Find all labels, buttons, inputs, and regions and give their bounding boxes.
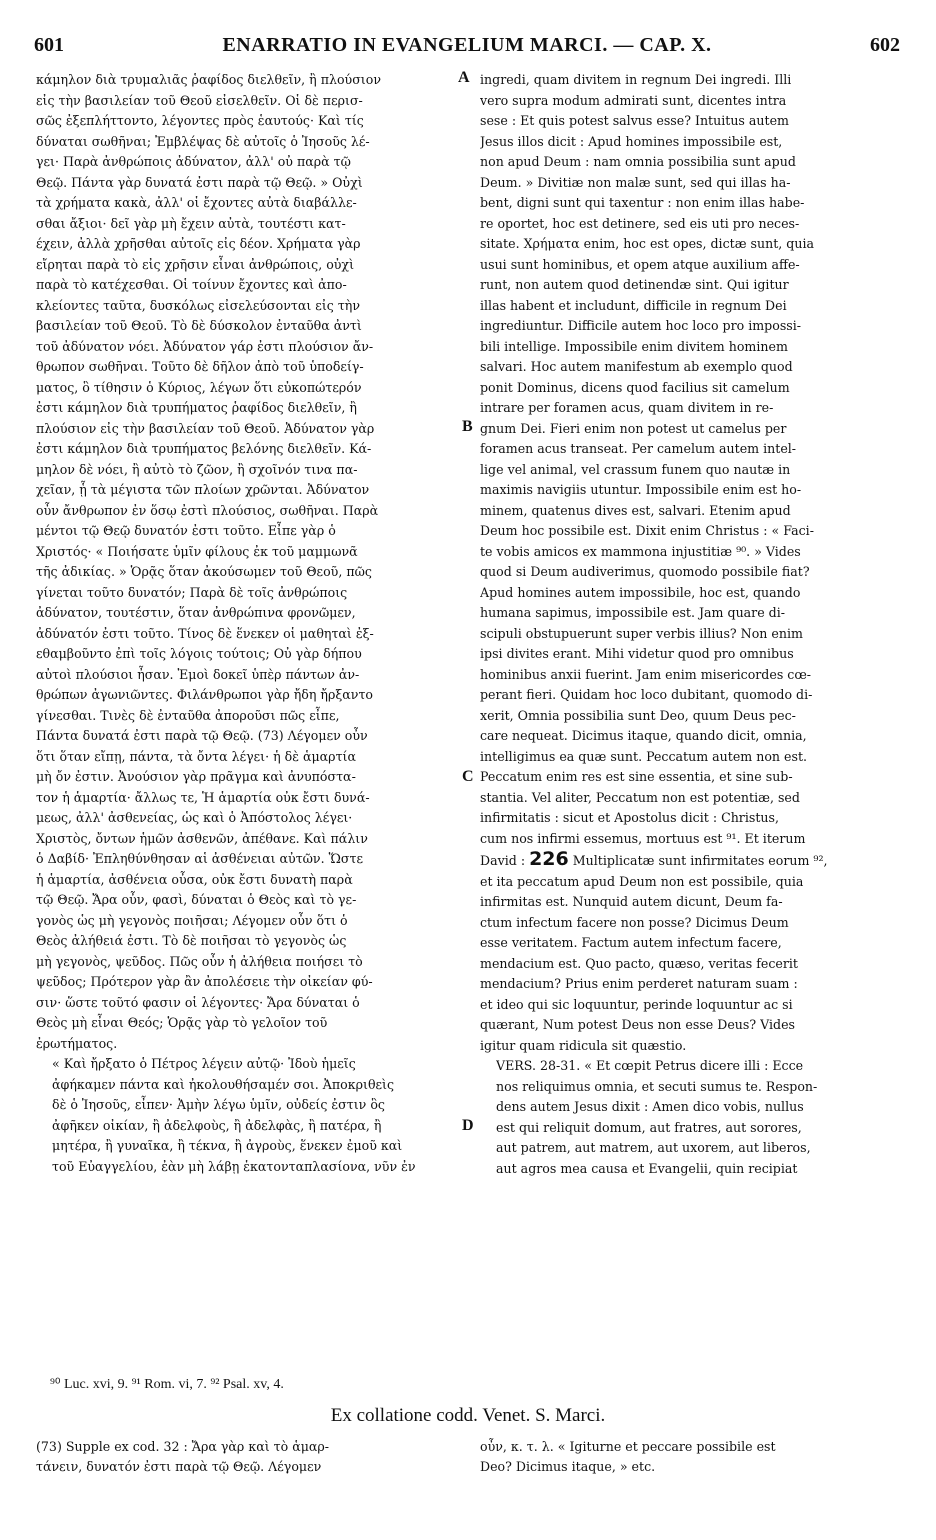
text-line: ipsi divites erant. Mihi videtur quod pro omnibus <box>480 646 794 661</box>
text-line: non apud Deum : nam omnia possibilia sunt apud <box>480 154 796 169</box>
text-line: θρώπων ἀγωνιῶντες. Φιλάνθρωποι γὰρ ἤδη ἤρξαντο <box>36 687 373 702</box>
text-line: τον ἡ ἁμαρτία· ἄλλως τε, Ἡ ἁμαρτία οὐκ ἔστι δυνά- <box>36 789 370 805</box>
text-line: γει· Παρὰ ἀνθρώποις ἀδύνατον, ἀλλ' οὐ παρὰ τῷ <box>36 154 351 169</box>
margin-marker-a: A <box>458 69 470 86</box>
text-line: igitur quam ridicula sit quæstio. <box>480 1037 687 1053</box>
text-line: gnum Dei. Fieri enim non potest ut camelus per <box>480 420 787 436</box>
text-line: dens autem Jesus dixit : Amen dico vobis, nullus <box>496 1099 804 1114</box>
text-line: Jesus illos dicit : Apud homines impossibile est, <box>480 133 783 149</box>
text-line: et ideo qui sic loquuntur, perinde loquuntur ac si <box>480 996 793 1012</box>
text-line: illas habent et includunt, difficile in regnum Dei <box>480 297 787 313</box>
text-line: aut patrem, aut matrem, aut uxorem, aut liberos, <box>496 1140 811 1155</box>
text-line: esse veritatem. Factum autem infectum facere, <box>480 935 782 950</box>
text-line: ὅτι ὅταν εἴπῃ, πάντα, τὰ ὄντα λέγει· ἡ δὲ ἁμαρτία <box>36 748 356 764</box>
text-line: θρωπον σωθῆναι. Τοῦτο δὲ δῆλον ἀπὸ τοῦ ὑποδείγ- <box>36 359 364 374</box>
text-line: ἐρωτήματος. <box>36 1035 118 1051</box>
text-line: ἐστι κάμηλον διὰ τρυπήματος ῥαφίδος διελθεῖν, ἢ <box>36 400 357 415</box>
text-line: quærant, Num potest Deus non esse Deus? Vides <box>480 1017 796 1032</box>
text-line: care nequeat. Dicimus itaque, quando dicit, omnia, <box>480 728 807 743</box>
text-line: ingrediuntur. Difficile autem hoc loco pro impossi- <box>480 318 802 333</box>
greek-paragraph-2 <box>36 1054 456 1177</box>
text-line: ἀφήκαμεν πάντα καὶ ἠκολουθήσαμέν σοι. Ἀποκριθεὶς <box>52 1076 395 1092</box>
text-line: Χριστός· « Ποιήσατε ὑμῖν φίλους ἐκ τοῦ μαμμωνᾶ <box>36 543 358 559</box>
text-line: Peccatum enim res est sine essentia, et sine sub- <box>480 769 793 784</box>
running-title: ENARRATIO IN EVANGELIUM MARCI. — CAP. X. <box>222 34 712 56</box>
text-line: stantia. Vel aliter, Peccatum non est potentiæ, sed <box>480 789 800 805</box>
text-line: μέντοι τῷ Θεῷ δυνατόν ἐστι τοῦτο. Εἶπε γὰρ ὁ <box>36 523 336 538</box>
collation-note-right <box>480 1437 898 1477</box>
text-line: infirmitatis : sicut et Apostolus dicit : Christus, <box>480 810 779 825</box>
text-line: εἴρηται παρὰ τὸ εἰς χρῆσιν εἶναι ἀνθρώποις, οὐχὶ <box>36 256 355 272</box>
text-line: τοῦ ἀδύνατον νόει. Ἀδύνατον γάρ ἐστι πλούσιον ἄν- <box>36 338 374 354</box>
column-number-line <box>480 849 898 872</box>
footnotes: ⁹⁰ Luc. xvi, 9. ⁹¹ Rom. vi, 7. ⁹² Psal. xv, 4. <box>50 1377 284 1392</box>
text-line: VERS. 28-31. « Et cœpit Petrus dicere illi : Ecce <box>496 1058 804 1073</box>
text-line: re oportet, hoc est detinere, sed eis uti pro neces- <box>480 215 800 231</box>
text-line: Χριστὸς, ὄντων ἡμῶν ἀσθενῶν, ἀπέθανε. Καὶ πάλιν <box>36 830 368 846</box>
text-line: infirmitas est. Nunquid autem dicunt, Deum fa- <box>480 894 783 909</box>
text-line: μὴ γεγονὸς, ψεῦδος. Πῶς οὖν ἡ ἀλήθεια ποιήσει τὸ <box>36 953 363 969</box>
text-line: quod si Deum audiverimus, quomodo possibile fiat? <box>480 564 810 579</box>
text-line: γίνεται τοῦτο δυνατόν; Παρὰ δὲ τοῖς ἀνθρώποις <box>36 584 348 600</box>
text-line: maximis navigiis utuntur. Impossibile enim est ho- <box>480 482 802 497</box>
text-line: αὐτοὶ πλούσιοι ἦσαν. Ἐμοὶ δοκεῖ ὑπὲρ πάντων ἀν- <box>36 666 360 682</box>
text-line: ματος, ὃ τίθησιν ὁ Κύριος, λέγων ὅτι εὐκοπώτερόν <box>36 379 362 395</box>
text-line: sitate. Χρήματα enim, hoc est opes, dictæ sunt, quia <box>480 236 814 251</box>
text-line: Θεὸς ἀλήθειά ἐστι. Τὸ δὲ ποιῆσαι τὸ γεγονὸς ὡς <box>36 933 347 948</box>
text-line: τάνειν, δυνατόν ἐστι παρὰ τῷ Θεῷ. Λέγομεν <box>36 1459 322 1474</box>
text-line: ὁ Δαβίδ· Ἐπληθύνθησαν αἱ ἀσθένειαι αὐτῶν. Ὥστε <box>36 851 363 866</box>
text-line: aut agros mea causa et Evangelii, quin recipiat <box>496 1160 798 1176</box>
text-line: ἀφῆκεν οἰκίαν, ἢ ἀδελφοὺς, ἢ ἀδελφὰς, ἢ πατέρα, ἢ <box>52 1117 382 1133</box>
page-number-left: 601 <box>34 34 64 56</box>
text-line: πλούσιον εἰς τὴν βασιλείαν τοῦ Θεοῦ. Ἀδύνατον γὰρ <box>36 420 375 436</box>
text-line: et ita peccatum apud Deum non est possibile, quia <box>480 873 804 889</box>
margin-marker-b: B <box>462 418 473 435</box>
text-line: te vobis amicos ex mammona injustitiæ ⁹⁰. » Vides <box>480 543 801 559</box>
page-number-right: 602 <box>870 34 900 56</box>
text-line: εἰς τὴν βασιλείαν τοῦ Θεοῦ εἰσελθεῖν. Οἱ δὲ περισ- <box>36 92 363 108</box>
text-line: est qui reliquit domum, aut fratres, aut sorores, <box>496 1119 802 1135</box>
text-line: lige vel animal, vel crassum funem quo nautæ in <box>480 461 791 477</box>
text-line: (73) Supple ex cod. 32 : Ἄρα γὰρ καὶ τὸ ἁμαρ- <box>36 1439 330 1454</box>
text-line: foramen acus transeat. Per camelum autem intel- <box>480 441 797 456</box>
latin-column <box>480 70 898 1179</box>
text-line: ψεῦδος; Πρότερον γὰρ ἂν ἀπολέσειε τὴν οἰκείαν φύ- <box>36 974 373 989</box>
text-line: τοῦ Εὐαγγελίου, ἐὰν μὴ λάβῃ ἑκατονταπλασίονα, νῦν ἐν <box>52 1158 416 1174</box>
text-line: ponit Dominus, dicens quod facilius sit camelum <box>480 379 790 395</box>
text-line: perant fieri. Quidam hoc loco dubitant, quomodo di- <box>480 687 813 702</box>
text-line: ingredi, quam divitem in regnum Dei ingredi. Illi <box>480 72 792 87</box>
text-line: Πάντα δυνατά ἐστι παρὰ τῷ Θεῷ. (73) Λέγομεν οὖν <box>36 728 368 743</box>
text-line: ἡ ἁμαρτία, ἀσθένεια οὖσα, οὐκ ἔστι δυνατὴ παρὰ <box>36 871 353 887</box>
text-line: γίνεσθαι. Τινὲς δὲ ἐνταῦθα ἀποροῦσι πῶς εἶπε, <box>36 707 340 723</box>
text-line: μὴ ὄν ἐστιν. Ἀνούσιον γὰρ πρᾶγμα καὶ ἀνυπόστα- <box>36 769 356 784</box>
latin-paragraph-2 <box>480 1056 898 1179</box>
text-line: nos reliquimus omnia, et secuti sumus te. Respon- <box>496 1078 818 1094</box>
text-line: κάμηλον διὰ τρυμαλιᾶς ῥαφίδος διελθεῖν, ἢ πλούσιον <box>36 72 381 87</box>
text-line: μηλον δὲ νόει, ἢ αὐτὸ τὸ ζῶον, ἢ σχοῖνόν τινα πα- <box>36 461 358 477</box>
text-line: intrare per foramen acus, quam divitem in re- <box>480 400 774 415</box>
text-line: μεως, ἀλλ' ἀσθενείας, ὡς καὶ ὁ Ἀπόστολος λέγει· <box>36 810 353 825</box>
text-line: ctum infectum facere non posse? Dicimus Deum <box>480 914 789 930</box>
text-line: Θεὸς μὴ εἶναι Θεός; Ὁρᾷς γὰρ τὸ γελοῖον τοῦ <box>36 1015 328 1030</box>
text-line: sese : Et quis potest salvus esse? Intuitus autem <box>480 113 789 128</box>
text-line: έχειν, ἀλλὰ χρῆσθαι αὐτοῖς εἰς δέον. Χρήματα γὰρ <box>36 236 361 251</box>
text-line: Θεῷ. Πάντα γὰρ δυνατά ἐστι παρὰ τῷ Θεῷ. » Οὐχὶ <box>36 174 363 190</box>
running-header <box>34 34 900 64</box>
text-line: οὖν ἄνθρωπον ἐν ὅσῳ ἐστὶ πλούσιος, σωθῆναι. Παρὰ <box>36 502 379 518</box>
text-line: « Καὶ ἤρξατο ὁ Πέτρος λέγειν αὐτῷ· Ἰδοὺ ἡμεῖς <box>52 1056 356 1071</box>
text-line: βασιλείαν τοῦ Θεοῦ. Τὸ δὲ δύσκολον ἐνταῦθα ἀντὶ <box>36 318 362 333</box>
text-line: mendacium? Prius enim perderet naturam suam : <box>480 976 798 991</box>
text-line: bent, digni sunt qui taxentur : non enim illas habe- <box>480 195 805 210</box>
text-line: δὲ ὁ Ἰησοῦς, εἶπεν· Ἀμὴν λέγω ὑμῖν, οὐδείς ἐστιν ὃς <box>52 1097 385 1112</box>
text-line: παρὰ τὸ κατέχεσθαι. Οἱ τοίνυν ἔχοντες καὶ ἀπο- <box>36 277 347 292</box>
text-line: vero supra modum admirati sunt, dicentes intra <box>480 92 787 108</box>
collation-note-left <box>36 1437 456 1477</box>
text-line: mendacium est. Quo pacto, quæso, veritas fecerit <box>480 955 798 971</box>
text-line: οὖν, κ. τ. λ. « Igiturne et peccare possibile est <box>480 1439 776 1454</box>
text-line: humana sapimus, impossibile est. Jam quare di- <box>480 605 786 620</box>
text-line: Deo? Dicimus itaque, » etc. <box>480 1459 656 1474</box>
text-line: salvari. Hoc autem manifestum ab exemplo quod <box>480 359 793 374</box>
text-line: usui sunt hominibus, et opem atque auxilium affe- <box>480 256 800 272</box>
text-line: Deum hoc possibile est. Dixit enim Christus : « Faci- <box>480 523 814 538</box>
text-line: τῷ Θεῷ. Ἄρα οὖν, φασὶ, δύναται ὁ Θεὸς καὶ τὸ γε- <box>36 892 357 907</box>
text-line: ἀδύνατον, τουτέστιν, ὅταν ἀνθρώπινα φρονῶμεν, <box>36 605 356 620</box>
text-line: εθαμβοῦντο ἐπὶ τοῖς λόγοις τούτοις; Οὐ γὰρ δήπου <box>36 646 362 661</box>
collation-heading: Ex collatione codd. Venet. S. Marci. <box>330 1405 606 1426</box>
text-fragment: David : <box>480 853 526 868</box>
text-line: σθαι ἄξιοι· δεῖ γὰρ μὴ ἔχειν αὐτὰ, τουτέστι κατ- <box>36 215 346 231</box>
text-line: bili intellige. Impossibile enim divitem hominem <box>480 338 788 354</box>
column-number: 226 <box>529 849 569 870</box>
margin-marker-c: C <box>462 768 474 785</box>
text-line: Apud homines autem impossibile, hoc est, quando <box>480 584 801 600</box>
text-line: minem, quatenus dives est, salvari. Etenim apud <box>480 502 791 518</box>
text-line: τὰ χρήματα κακὰ, ἀλλ' οἱ ἔχοντες αὐτὰ διαβάλλε- <box>36 195 357 210</box>
text-line: xerit, Omnia possibilia sunt Deo, quum Deus pec- <box>480 707 796 723</box>
text-line: cum nos infirmi essemus, mortuus est ⁹¹. Et iterum <box>480 830 806 846</box>
text-line: runt, non autem quod detinendæ sint. Qui igitur <box>480 277 789 292</box>
text-line: hominibus anxii fuerint. Jam enim misericordes cœ- <box>480 666 812 682</box>
text-line: ἐστι κάμηλον διὰ τρυπήματος βελόνης διελθεῖν. Κά- <box>36 441 372 456</box>
text-line: γονὸς ὡς μὴ γεγονὸς ποιῆσαι; Λέγομεν οὖν ὅτι ὁ <box>36 912 348 928</box>
text-fragment: Multiplicatæ sunt infirmitates eorum ⁹², <box>572 853 828 868</box>
margin-marker-d: D <box>462 1117 474 1134</box>
text-line: σῶς ἐξεπλήττοντο, λέγοντες πρὸς ἑαυτούς· Καὶ τίς <box>36 113 364 128</box>
text-line: κλείοντες ταῦτα, δυσκόλως εἰσελεύσονται εἰς τὴν <box>36 297 360 313</box>
text-line: δύναται σωθῆναι; Ἐμβλέψας δὲ αὐτοῖς ὁ Ἰησοῦς λέ- <box>36 133 370 149</box>
text-line: μητέρα, ἢ γυναῖκα, ἢ τέκνα, ἢ ἀγροὺς, ἕνεκεν ἐμοῦ καὶ <box>52 1138 403 1153</box>
greek-column <box>36 70 456 1177</box>
text-line: Deum. » Divitiæ non malæ sunt, sed qui illas ha- <box>480 174 791 190</box>
text-line: χεῖαν, ᾗ τὰ μέγιστα τῶν πλοίων χρῶνται. Ἀδύνατον <box>36 482 370 497</box>
text-line: ἀδύνατόν ἐστι τοῦτο. Τίνος δὲ ἕνεκεν οἱ μαθηταὶ ἐξ- <box>36 625 374 641</box>
text-line: scipuli obstupuerunt super verbis illius? Non enim <box>480 625 803 641</box>
text-line: σιν· ὥστε τοῦτό φασιν οἱ λέγοντες· Ἄρα δύναται ὁ <box>36 994 360 1010</box>
text-line: intelligimus ea quæ sunt. Peccatum autem non est. <box>480 748 808 764</box>
text-line: τῆς ἀδικίας. » Ὁρᾷς ὅταν ἀκούσωμεν τοῦ Θεοῦ, πῶς <box>36 564 372 579</box>
